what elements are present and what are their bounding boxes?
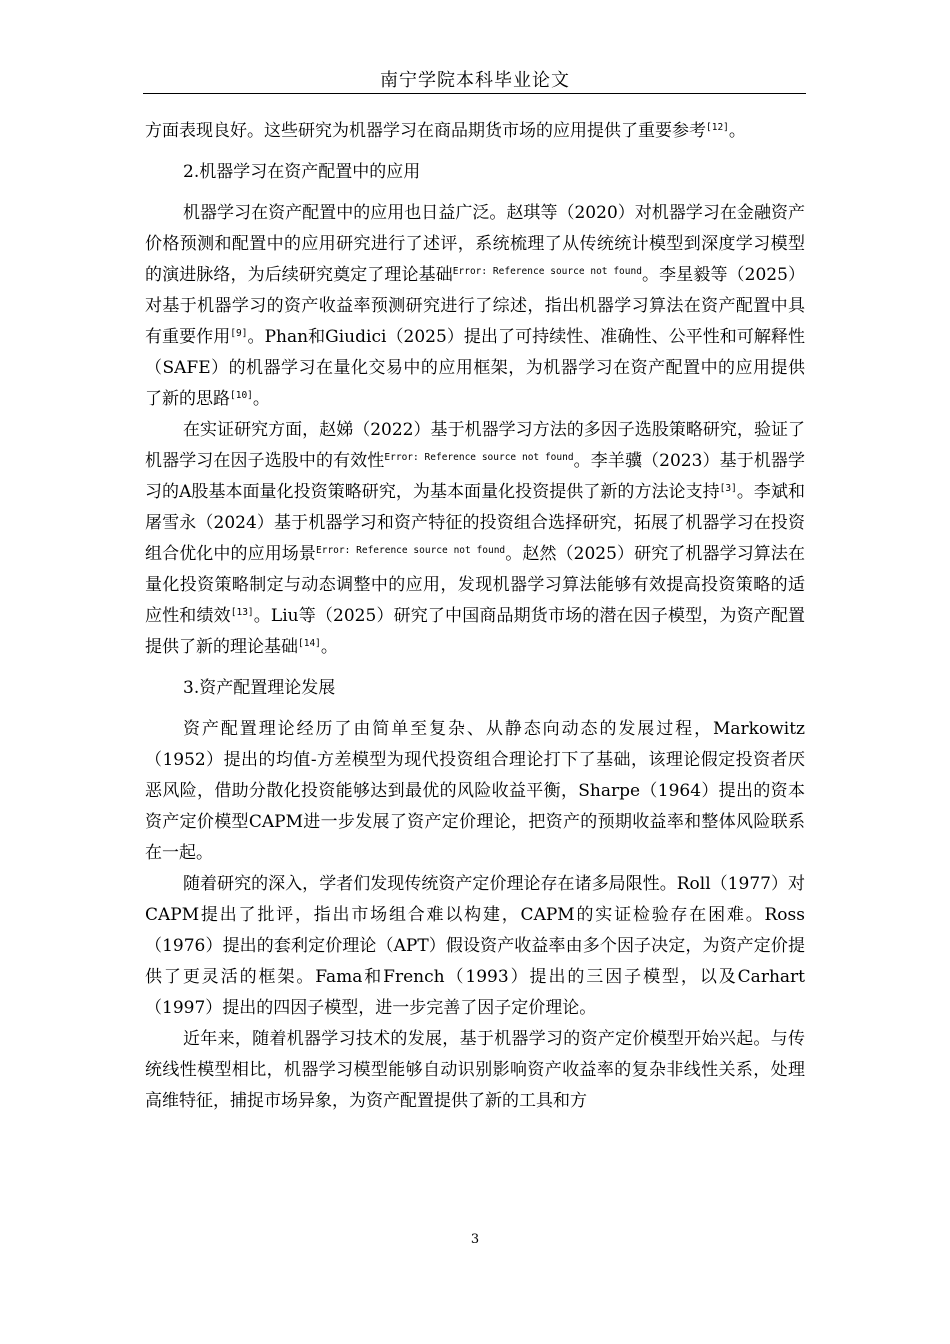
paragraph-text: 。: [320, 637, 338, 657]
paragraph-text: 方面表现良好。这些研究为机器学习在商品期货市场的应用提供了重要参考: [145, 121, 706, 141]
paragraph-continued: [145, 116, 805, 147]
paragraph: [145, 198, 805, 415]
page-number: 3: [470, 1232, 480, 1247]
citation-ref: [12]: [706, 122, 729, 133]
header-divider: [143, 93, 806, 94]
citation-ref: [9]: [230, 328, 248, 339]
paragraph-text: 。Phan和Giudici（2025）提出了可持续性、准确性、公平性和可解释性（SAFE）的机器学习在量化交易中的应用框架，为机器学习在资产配置中的应用提供了新的思路: [145, 327, 806, 409]
paragraph-text: 。李羊骥（2023）基于机器学习的A股基本面量化投资策略研究，为基本面量化投资提供了新的方法论支持: [145, 451, 806, 502]
paragraph-text: 。赵然（2025）研究了机器学习算法在量化投资策略制定与动态调整中的应用，发现机器学习算法能够有效提高投资策略的适应性和绩效: [145, 544, 806, 626]
paragraph-text: 。: [728, 121, 746, 141]
document-body: [145, 116, 805, 1117]
reference-error: Error: Reference source not found: [452, 266, 642, 277]
citation-ref: [3]: [719, 483, 737, 494]
paragraph-text: 。Liu等（2025）研究了中国商品期货市场的潜在因子模型，为资产配置提供了新的理论基础: [145, 606, 806, 657]
citation-ref: [13]: [230, 607, 254, 618]
paragraph-text: 。李星毅等（2025）对基于机器学习的资产收益率预测研究进行了综述，指出机器学习算法在资产配置中具有重要作用: [145, 265, 806, 347]
section-heading: 2.机器学习在资产配置中的应用: [183, 162, 421, 182]
paragraph-text: 机器学习在资产配置中的应用也日益广泛。赵琪等（2020）对机器学习在金融资产价格预测和配置中的应用研究进行了述评，系统梳理了从传统统计模型到深度学习模型的演进脉络，为后续研究奠定了理论基础: [145, 203, 805, 285]
paragraph: 近年来，随着机器学习技术的发展，基于机器学习的资产定价模型开始兴起。与传统线性模型相比，机器学习模型能够自动识别影响资产收益率的复杂非线性关系，处理高维特征，捕捉市场异象，为资产配置提供了新的工具和方: [145, 1029, 805, 1111]
paragraph-text: 。李斌和屠雪永（2024）基于机器学习和资产特征的投资组合选择研究，拓展了机器学习在投资组合优化中的应用场景: [145, 482, 806, 564]
reference-error: Error: Reference source not found: [384, 452, 574, 463]
paragraph: 资产配置理论经历了由简单至复杂、从静态向动态的发展过程，Markowitz（1952）提出的均值-方差模型为现代投资组合理论打下了基础，该理论假定投资者厌恶风险，借助分散化投资能够达到最优的风险收益平衡，Sharpe（1964）提出的资本资产定价模型CAPM进一步发展了资产定价理论，把资产的预期收益率和整体风险联系在一起。: [145, 719, 805, 863]
paragraph: 随着研究的深入，学者们发现传统资产定价理论存在诸多局限性。Roll（1977）对CAPM提出了批评，指出市场组合难以构建，CAPM的实证检验存在困难。Ross（1976）提出的套利定价理论（APT）假设资产收益率由多个因子决定，为资产定价提供了更灵活的框架。Fama和French（1993）提出的三因子模型，以及Carhart（1997）提出的四因子模型，进一步完善了因子定价理论。: [145, 874, 805, 1018]
page-header-title: 南宁学院本科毕业论文: [380, 70, 570, 91]
paragraph-text: 在实证研究方面，赵娣（2022）基于机器学习方法的多因子选股策略研究，验证了机器学习在因子选股中的有效性: [145, 420, 805, 471]
paragraph: [145, 415, 805, 663]
paragraph-text: 。: [252, 389, 270, 409]
citation-ref: [10]: [230, 390, 253, 401]
reference-error: Error: Reference source not found: [316, 545, 506, 556]
citation-ref: [14]: [298, 638, 321, 649]
section-heading: 3.资产配置理论发展: [183, 678, 336, 698]
